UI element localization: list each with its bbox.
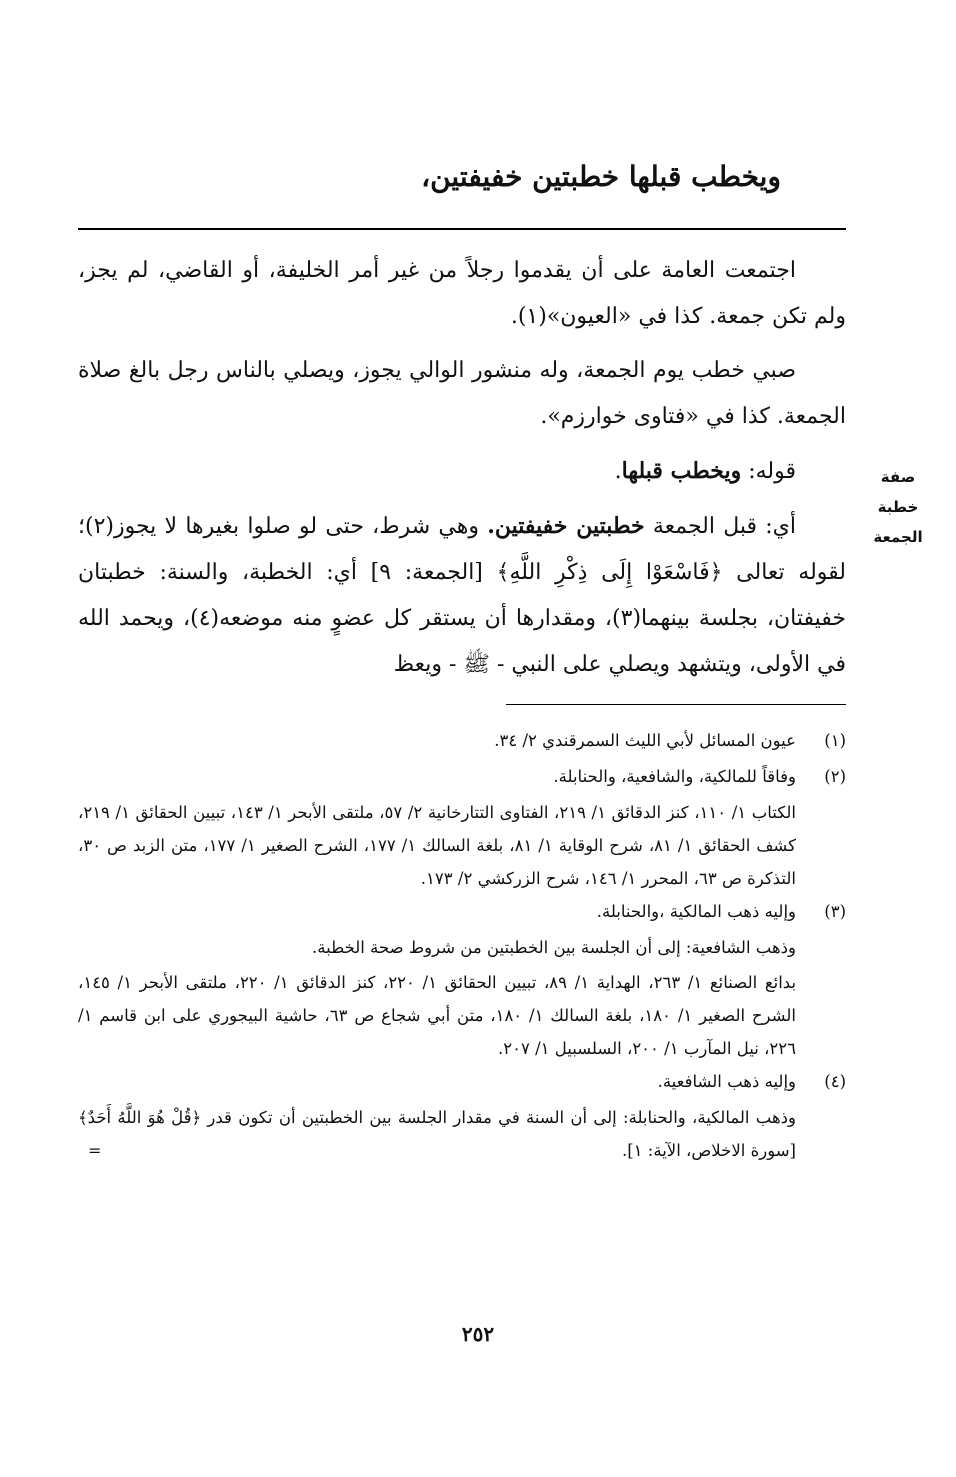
footnote-number: (٣) <box>824 902 846 921</box>
footnote-text: عيون المسائل لأبي الليث السمرقندي ٢/ ٣٤. <box>494 731 796 750</box>
para4-bold: خطبتين خفيفتين. <box>487 513 645 539</box>
footnote-divider <box>506 704 846 705</box>
footnote-text: وإليه ذهب المالكية ،والحنابلة. <box>596 902 796 921</box>
footnote-3-note: وذهب الشافعية: إلى أن الجلسة بين الخطبتين من شروط صحة الخطبة. <box>312 938 796 957</box>
paragraph-3 <box>78 448 846 495</box>
footnote-2 <box>78 760 846 793</box>
margin-note-line-3: الجمعة <box>873 528 923 546</box>
margin-note-line-2: خطبة <box>877 498 919 516</box>
footnote-text: وإليه ذهب الشافعية. <box>657 1072 796 1091</box>
footnote-4-note-text: وذهب المالكية، والحنابلة: إلى أن السنة في مقدار الجلسة بين الخطبتين أن تكون قدر ﴿قُلْ هُوَ اللَّهُ أَحَدٌ﴾ [سورة الاخلاص، الآية: ١]. <box>78 1108 796 1160</box>
footnote-4-note <box>78 1101 846 1167</box>
para4-part2: وهي شرط، حتى لو صلوا بغيرها لا يجوز(٢)؛ لقوله تعالى ﴿فَاسْعَوْا إِلَى ذِكْرِ اللَّهِ﴾ [الجمعة: ٩] أي: الخطبة، والسنة: خطبتان خفيفتان، بجلسة بينهما(٣)، ومقدارها أن يستقر كل عضوٍ منه موضعه(٤)، ويحمد الله في الأولى، ويتشهد ويصلي على النبي - ﷺ - ويعظ <box>78 514 847 677</box>
paragraph-1: اجتمعت العامة على أن يقدموا رجلاً من غير أمر الخليفة، أو القاضي، لم يجز، ولم تكن جمعة. كذا في «العيون»(١). <box>78 258 846 329</box>
paragraph-4 <box>78 503 846 688</box>
footnote-text: وفاقاً للمالكية، والشافعية، والحنابلة. <box>553 767 796 786</box>
footnote-number: (٢) <box>824 767 846 786</box>
footnotes <box>78 724 846 1167</box>
page-number: ٢٥٢ <box>461 1322 495 1346</box>
footnote-3 <box>78 895 846 928</box>
margin-note-line-1: صفة <box>880 468 916 486</box>
quote-suffix: . <box>614 459 622 484</box>
footnote-4 <box>78 1065 846 1098</box>
margin-note <box>858 462 938 552</box>
quote-bold: ويخطب قبلها <box>621 458 742 484</box>
footnote-1 <box>78 724 846 757</box>
para4-part1: أي: قبل الجمعة <box>644 514 796 539</box>
header-divider <box>78 228 846 230</box>
footnote-number: (٤) <box>824 1072 846 1091</box>
quote-prefix: قوله: <box>741 459 796 484</box>
paragraph-2: صبي خطب يوم الجمعة، وله منشور الوالي يجوز، ويصلي بالناس رجل بالغ صلاة الجمعة. كذا في «فتاوى خوارزم». <box>78 358 846 429</box>
footnote-number: (١) <box>824 731 846 750</box>
page-header-title: ويخطب قبلها خطبتين خفيفتين، <box>421 160 781 193</box>
main-text <box>78 248 846 696</box>
continuation-mark: = <box>88 1141 102 1160</box>
footnote-2-refs: الكتاب ١/ ١١٠، كنز الدقائق ١/ ٢١٩، الفتاوى التتارخانية ٢/ ٥٧، ملتقى الأبحر ١/ ١٤٣، تبيين الحقائق ١/ ٢١٩، كشف الحقائق ١/ ٨١، شرح الوقاية ١/ ٨١، بلغة السالك ١/ ١٧٧، الشرح الصغير ١/ ١٧٧، متن الزبد ص ٣٠، التذكرة ص ٦٣، المحرر ١/ ١٤٦، شرح الزركشي ٢/ ١٧٣. <box>78 803 796 888</box>
footnote-3-refs: بدائع الصنائع ١/ ٢٦٣، الهداية ١/ ٨٩، تبيين الحقائق ١/ ٢٢٠، كنز الدقائق ١/ ٢٢٠، ملتقى الأبحر ١/ ١٤٥، الشرح الصغير ١/ ١٨٠، بلغة السالك ١/ ١٨٠، متن أبي شجاع ص ٦٣، حاشية البيجوري على ابن قاسم ١/ ٢٢٦، نيل المآرب ١/ ٢٠٠، السلسبيل ١/ ٢٠٧. <box>78 973 797 1058</box>
